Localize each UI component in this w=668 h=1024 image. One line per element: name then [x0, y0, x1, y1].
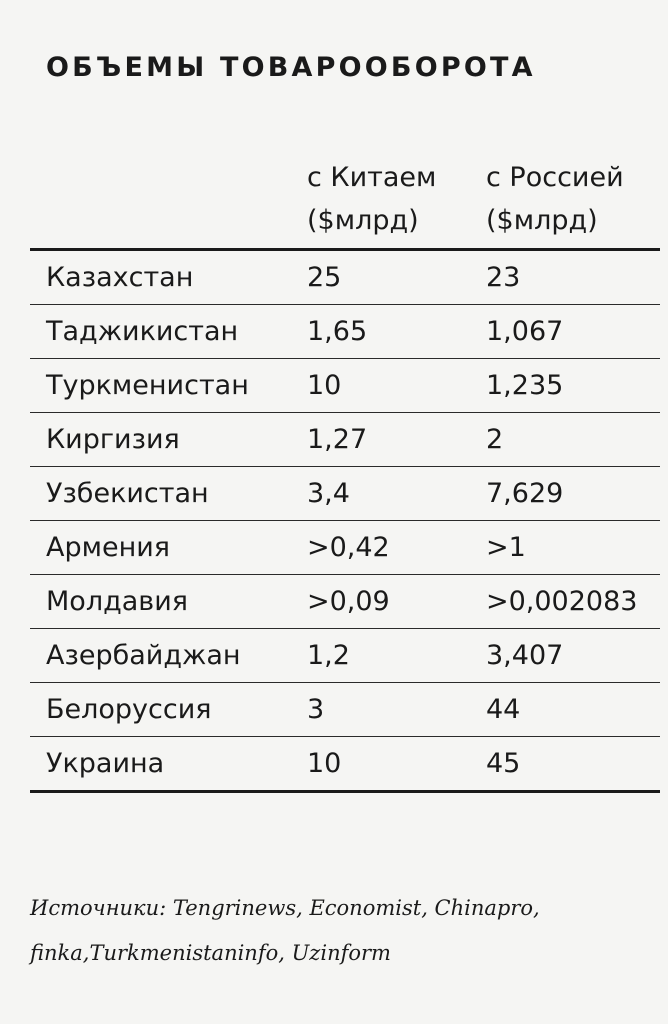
table-row — [30, 683, 660, 737]
china-value-cell: 1,2 — [307, 640, 350, 671]
china-value-cell: 1,65 — [307, 316, 368, 347]
country-cell: Киргизия — [46, 424, 180, 455]
russia-value-cell: >1 — [486, 532, 526, 563]
country-cell: Молдавия — [46, 586, 188, 617]
header-china-label: с Китаем — [307, 162, 437, 193]
country-cell: Белоруссия — [46, 694, 212, 725]
table-row — [30, 359, 660, 413]
table-row — [30, 737, 660, 793]
china-value-cell: >0,09 — [307, 586, 390, 617]
china-value-cell: 10 — [307, 748, 342, 779]
russia-value-cell: 7,629 — [486, 478, 564, 509]
country-cell: Узбекистан — [46, 478, 209, 509]
russia-value-cell: 2 — [486, 424, 504, 455]
table-row — [30, 251, 660, 305]
russia-value-cell: 44 — [486, 694, 521, 725]
russia-value-cell: 1,235 — [486, 370, 564, 401]
table-row — [30, 521, 660, 575]
china-value-cell: 3,4 — [307, 478, 350, 509]
china-value-cell: 25 — [307, 262, 342, 293]
header-russia-label: с Россией — [486, 162, 624, 193]
china-value-cell: 10 — [307, 370, 342, 401]
russia-value-cell: 3,407 — [486, 640, 564, 671]
header-russia-unit: ($млрд) — [486, 205, 598, 236]
table-row — [30, 413, 660, 467]
trade-volume-table — [30, 156, 660, 793]
country-cell: Таджикистан — [46, 316, 239, 347]
country-cell: Азербайджан — [46, 640, 241, 671]
table-header — [30, 156, 660, 251]
country-cell: Казахстан — [46, 262, 194, 293]
page-title: ОБЪЕМЫ ТОВАРООБОРОТА — [46, 52, 536, 83]
country-cell: Туркменистан — [46, 370, 249, 401]
china-value-cell: 3 — [307, 694, 325, 725]
russia-value-cell: >0,002083 — [486, 586, 638, 617]
header-russia — [486, 156, 624, 242]
header-china-unit: ($млрд) — [307, 205, 419, 236]
china-value-cell: >0,42 — [307, 532, 390, 563]
russia-value-cell: 1,067 — [486, 316, 564, 347]
table-row — [30, 629, 660, 683]
header-china — [307, 156, 436, 242]
table-row — [30, 575, 660, 629]
russia-value-cell: 23 — [486, 262, 521, 293]
china-value-cell: 1,27 — [307, 424, 368, 455]
table-row — [30, 467, 660, 521]
country-cell: Армения — [46, 532, 171, 563]
country-cell: Украина — [46, 748, 165, 779]
russia-value-cell: 45 — [486, 748, 521, 779]
table-row — [30, 305, 660, 359]
sources-note: Источники: Tengrinews, Economist, Chinapro, finka,Turkmenistaninfo, Uzinform — [30, 896, 540, 965]
